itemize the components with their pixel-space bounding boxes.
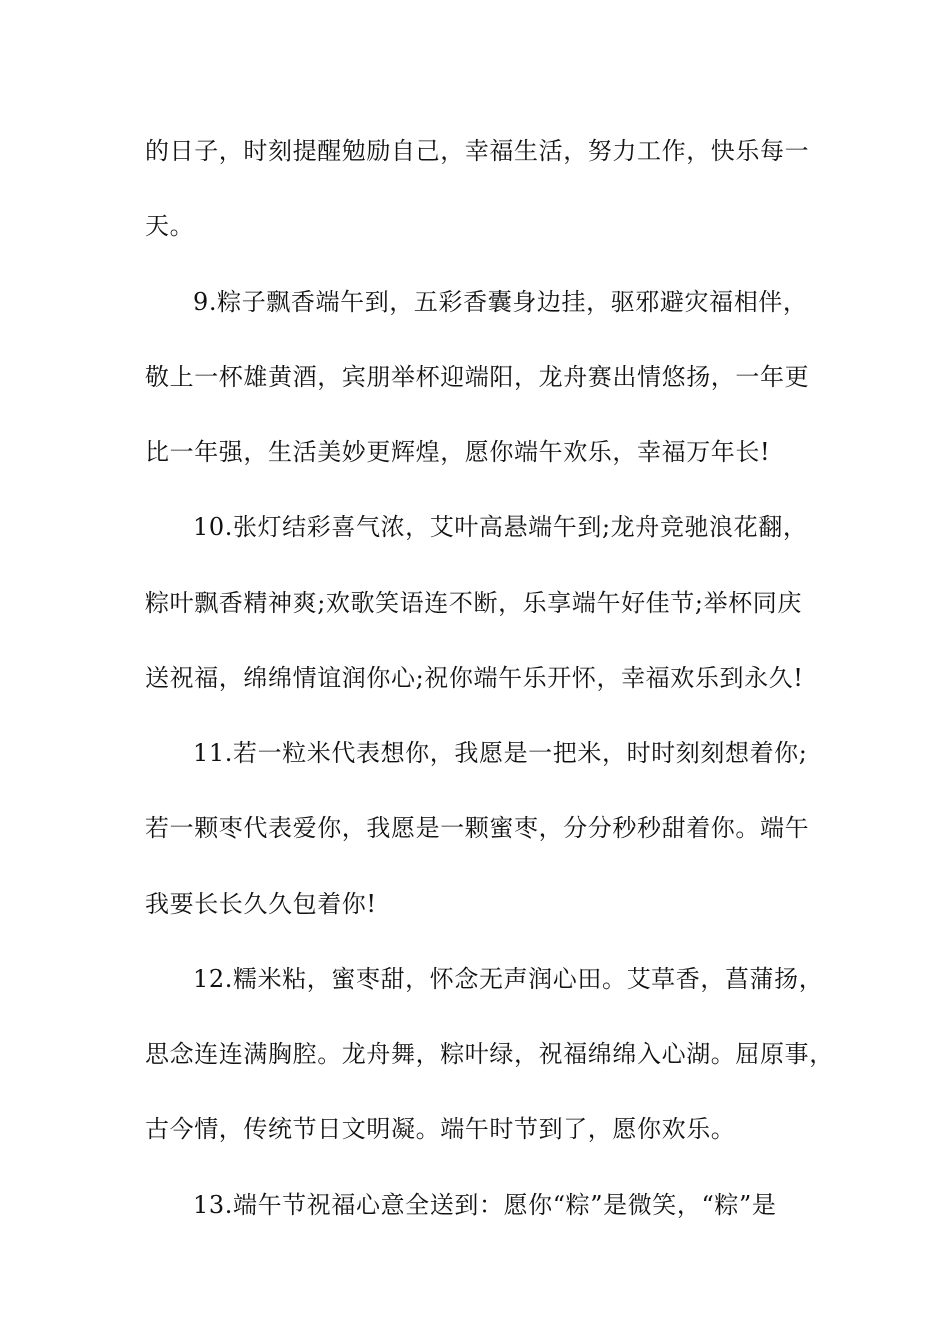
paragraph-9-start: 9.粽子飘香端午到，五彩香囊身边挂，驱邪避灾福相伴， bbox=[193, 288, 808, 316]
text-line: 比一年强，生活美妙更辉煌，愿你端午欢乐，幸福万年长! bbox=[145, 438, 771, 466]
text-line: 天。 bbox=[145, 212, 195, 240]
text-line: 的日子，时刻提醒勉励自己，幸福生活，努力工作，快乐每一 bbox=[145, 137, 810, 165]
text-line: 思念连连满胸腔。龙舟舞，粽叶绿，祝福绵绵入心湖。屈原事， bbox=[145, 1040, 834, 1068]
paragraph-12-start: 12.糯米粘，蜜枣甜，怀念无声润心田。艾草香，菖蒲扬， bbox=[193, 965, 824, 993]
text-line: 我要长长久久包着你! bbox=[145, 890, 377, 918]
text-line: 古今情，传统节日文明凝。端午时节到了，愿你欢乐。 bbox=[145, 1115, 736, 1143]
text-line: 送祝福，绵绵情谊润你心;祝你端午乐开怀，幸福欢乐到永久! bbox=[145, 664, 804, 692]
text-line: 敬上一杯雄黄酒，宾朋举杯迎端阳，龙舟赛出情悠扬，一年更 bbox=[145, 363, 810, 391]
text-line: 若一颗枣代表爱你，我愿是一颗蜜枣，分分秒秒甜着你。端午 bbox=[145, 814, 810, 842]
paragraph-11-start: 11.若一粒米代表想你，我愿是一把米，时时刻刻想着你; bbox=[193, 739, 808, 767]
paragraph-10-start: 10.张灯结彩喜气浓，艾叶高悬端午到;龙舟竞驰浪花翻， bbox=[193, 513, 808, 541]
paragraph-13-start: 13.端午节祝福心意全送到：愿你“粽”是微笑，“粽”是 bbox=[193, 1191, 777, 1219]
text-line: 粽叶飘香精神爽;欢歌笑语连不断，乐享端午好佳节;举杯同庆 bbox=[145, 589, 802, 617]
